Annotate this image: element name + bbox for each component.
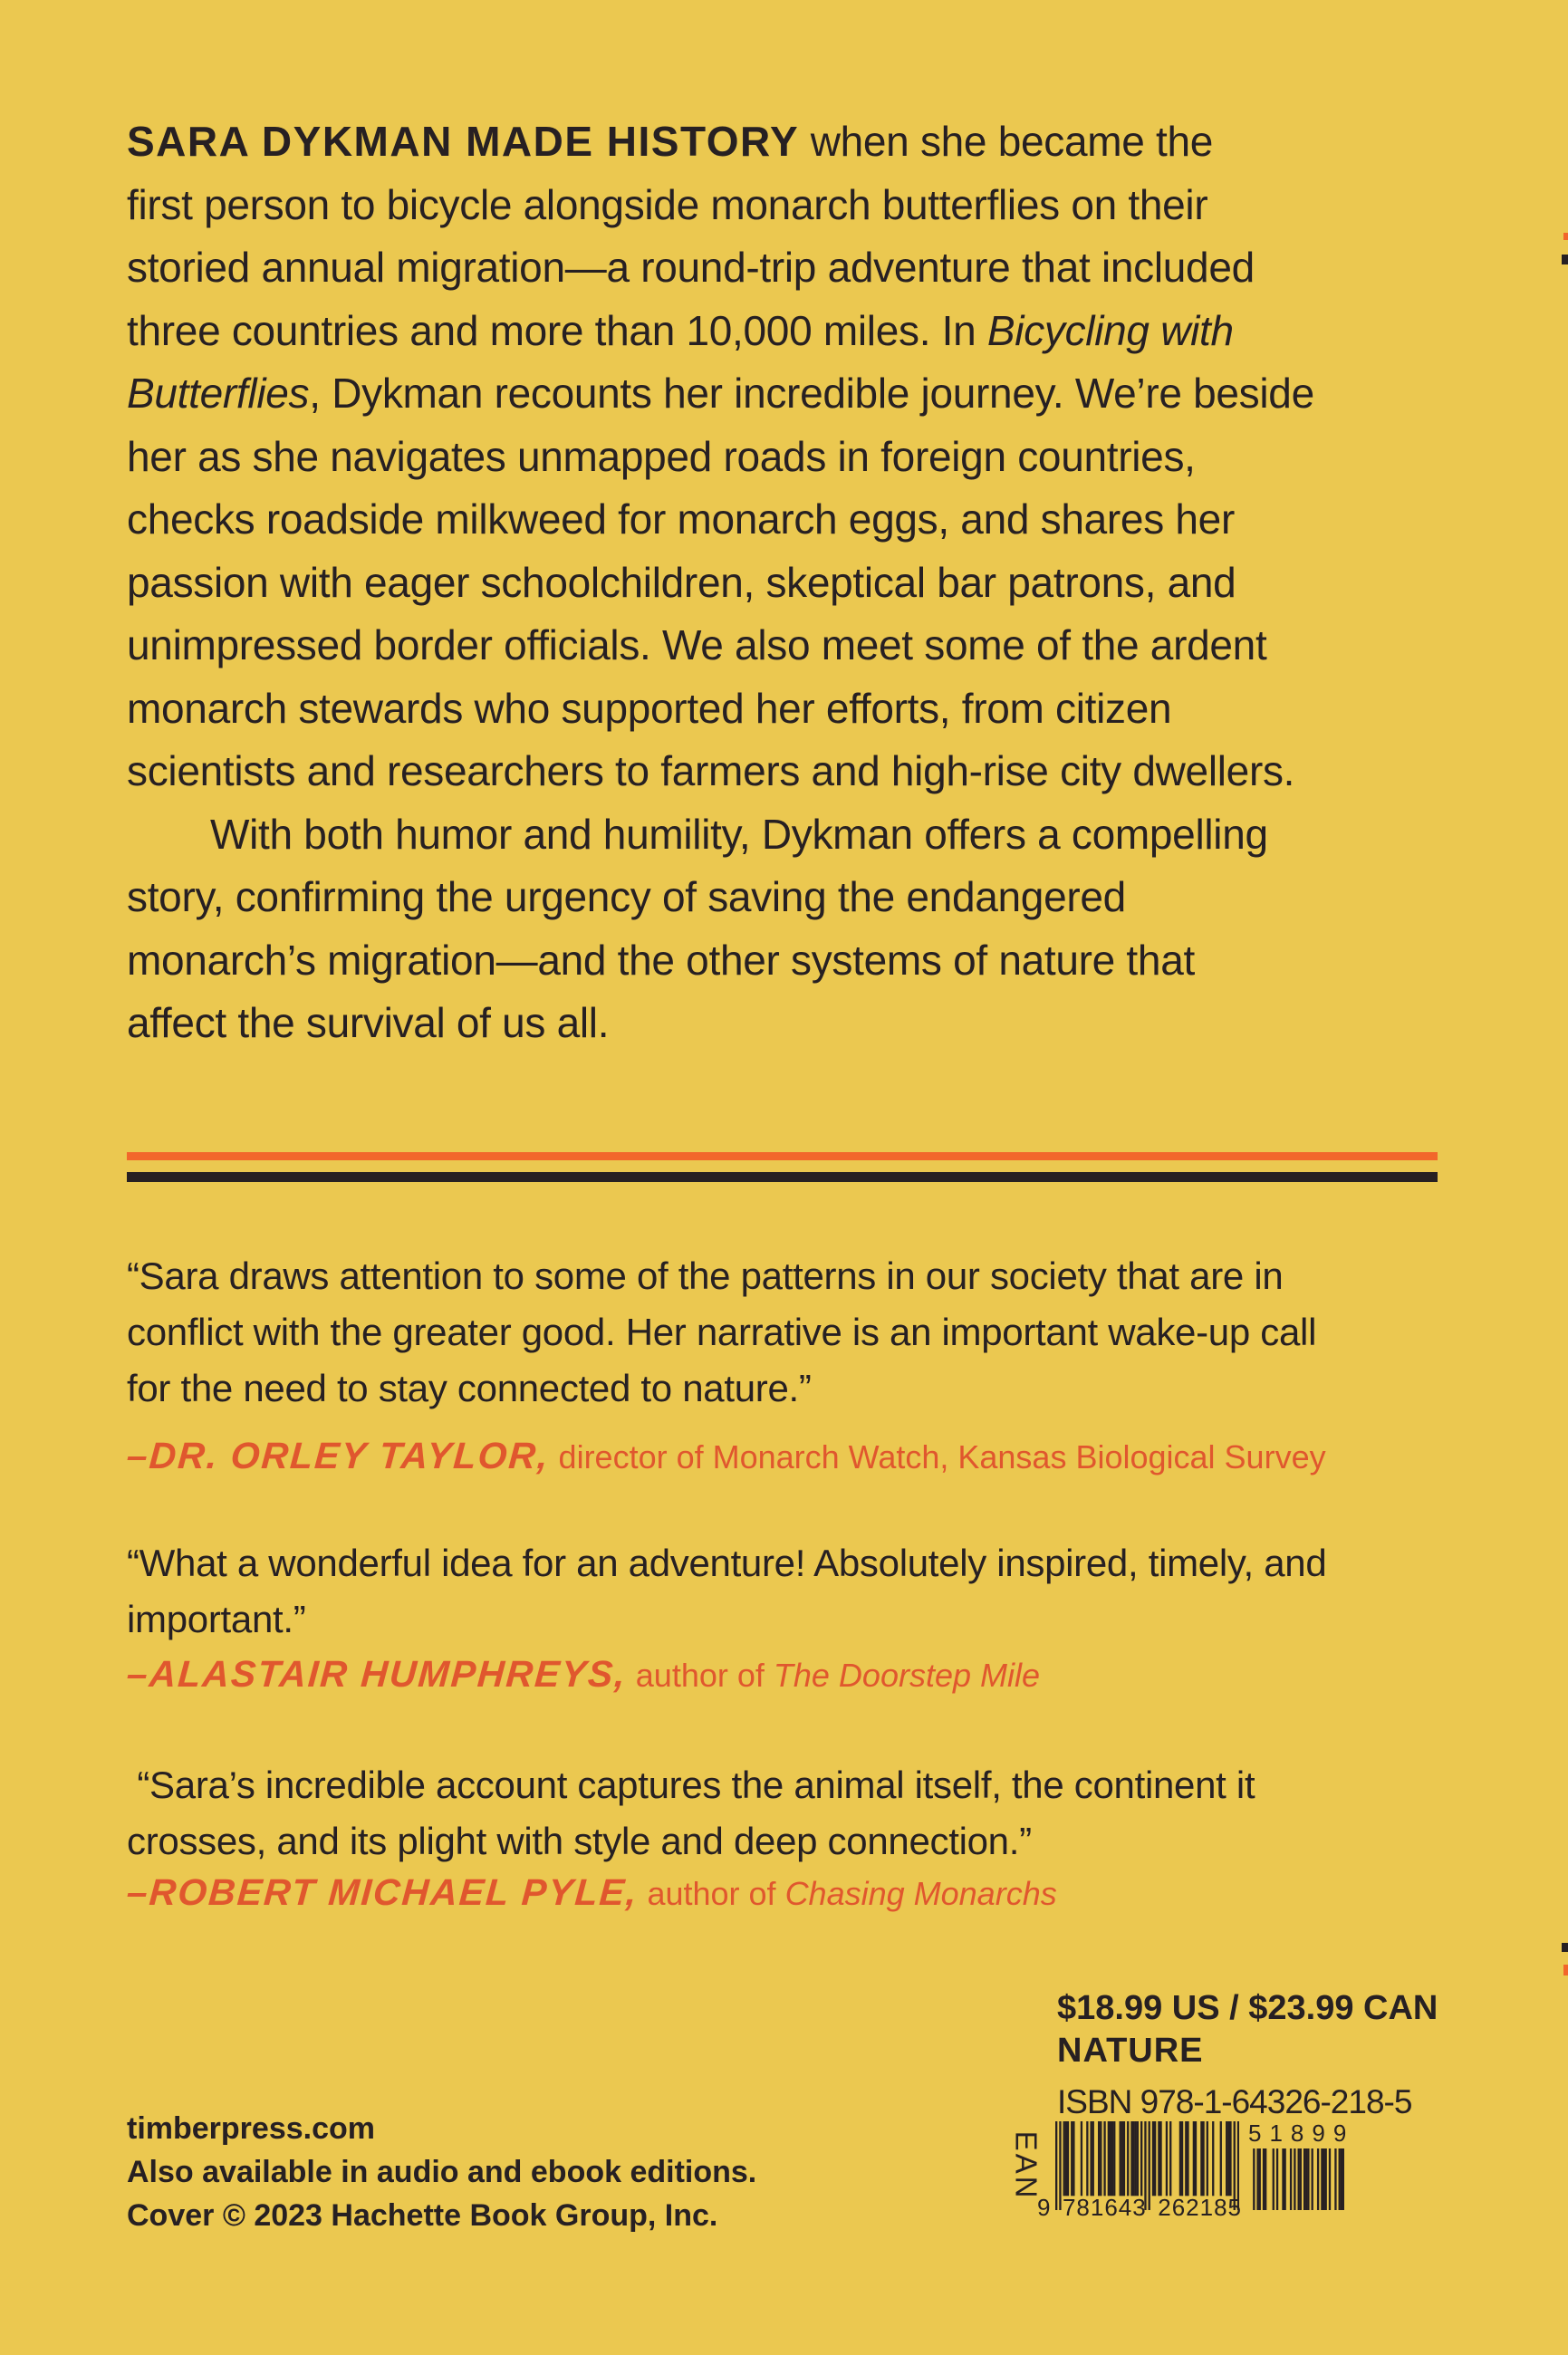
divider-rule-orange [127,1152,1438,1160]
quote-2-attribution [127,1653,1522,1696]
quote-1-attribution-name: –DR. ORLEY TAYLOR, [125,1435,552,1476]
barcode-digits [1037,2194,1242,2222]
price: $18.99 US / $23.99 CAN [1057,1989,1438,2027]
isbn-label: ISBN 978-1-64326-218-5 [1057,2083,1412,2120]
publisher-website: timberpress.com [127,2111,375,2146]
quote-3-attribution-name: –ROBERT MICHAEL PYLE, [125,1871,640,1913]
synopsis-text: SARA DYKMAN MADE HISTORY when she became the first person to bicycle alongside monarch butterflies on their storied annual migration—a round-trip adventure that included three countries and more than 10,000 miles. In Bicycling with Butterflies, Dykman recounts her incredible journey. We’re beside her as she navigates unmapped roads in foreign countries, checks roadside milkweed for monarch eggs, and shares her passion with eager schoolchildren, skeptical bar patrons, and unimpressed border officials. We also meet some of the ardent monarch stewards who supported her efforts, from citizen scientists and researchers to farmers and high-rise city dwellers. With both humor and humility, Dykman offers a compelling story, confirming the urgency of saving the endangered monarch’s migration—and the other systems of nature that affect the survival of us all. [127,118,1314,1046]
quote-3: “Sara’s incredible account captures the animal itself, the continent it crosses, and its plight with style and deep connection.” [127,1764,1255,1862]
quote-3-attribution [127,1871,1522,1914]
quote-2-attribution-work: The Doorstep Mile [773,1657,1041,1694]
quote-3-attribution-detail: author of [638,1875,785,1912]
divider-rule-black [127,1172,1438,1182]
barcode-digit-group: 781643 [1062,2194,1147,2221]
barcode-digit-group: 9 [1037,2194,1052,2221]
quote-2-attribution-detail: author of [626,1657,774,1694]
cover-edge-mark-black-top [1562,255,1568,264]
quote-1-attribution-detail: director of Monarch Watch, Kansas Biological Survey [549,1438,1326,1475]
availability-note: Also available in audio and ebook editions. [127,2155,757,2189]
cover-edge-mark-black-bottom [1562,1943,1568,1952]
copyright-note: Cover © 2023 Hachette Book Group, Inc. [127,2198,718,2233]
addon-barcode [1251,2148,1344,2210]
category-label: NATURE [1057,2032,1204,2070]
barcode-digit-group: 262185 [1158,2194,1242,2221]
quote-1: “Sara draws attention to some of the patterns in our society that are in conflict with the greater good. Her narrative is an important wake-up call for the need to stay connected to nature.” [127,1254,1317,1409]
cover-edge-mark-orange-top [1563,233,1568,240]
barcode-addon-digits: 51899 [1248,2120,1355,2147]
ean-label: EAN [1009,2130,1044,2201]
footer-credits [127,2107,756,2237]
quote-2-attribution-name: –ALASTAIR HUMPHREYS, [125,1653,629,1695]
quote-3-attribution-work: Chasing Monarchs [784,1875,1057,1912]
quote-2: “What a wonderful idea for an adventure! Absolutely inspired, timely, and important.” [127,1542,1327,1640]
cover-edge-mark-orange-bottom [1563,1965,1568,1975]
quote-1-attribution [127,1435,1522,1477]
